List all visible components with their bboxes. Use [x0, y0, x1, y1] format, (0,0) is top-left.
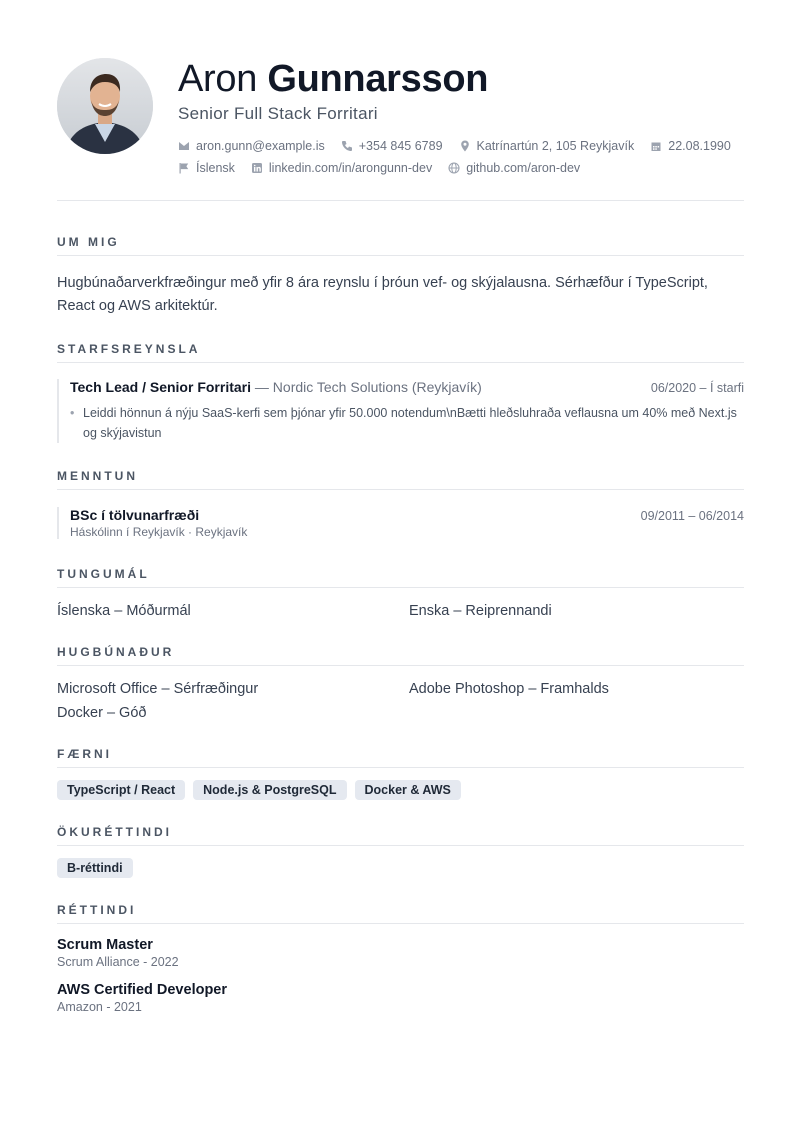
- languages-list: [57, 602, 744, 620]
- section-heading-about: UM MIG: [57, 235, 744, 256]
- experience-bullet: • Leiddi hönnun á nýju SaaS-kerfi sem þjónar yfir 50.000 notendum\nBætti hleðsluhraða veflausna um 40% með Next.js og skýjavistun: [70, 403, 744, 443]
- skill-tag: TypeScript / React: [57, 780, 185, 800]
- skill-tag: Node.js & PostgreSQL: [193, 780, 346, 800]
- contact-phone[interactable]: [341, 139, 443, 153]
- language-item: Íslenska – Móðurmál: [57, 603, 191, 619]
- certification-name: Scrum Master: [57, 937, 153, 953]
- location-pin-icon: [459, 140, 471, 152]
- section-heading-software: HUGBÚNAÐUR: [57, 645, 744, 666]
- software-item: Microsoft Office – Sérfræðingur: [57, 681, 259, 697]
- section-heading-languages: TUNGUMÁL: [57, 567, 744, 588]
- resume-page: [57, 0, 744, 1014]
- education-header: [70, 507, 744, 523]
- contact-github[interactable]: [448, 161, 580, 175]
- profile-photo: [57, 58, 153, 154]
- experience-role: Tech Lead / Senior Forritari: [70, 379, 252, 395]
- skills-tags: [57, 780, 461, 800]
- education-entry: [57, 507, 744, 539]
- skill-tag: Docker & AWS: [355, 780, 461, 800]
- section-heading-experience: STARFSREYNSLA: [57, 342, 744, 363]
- certification-name: AWS Certified Developer: [57, 982, 228, 998]
- contact-email[interactable]: [178, 139, 325, 153]
- contact-birthdate: [650, 139, 731, 153]
- experience-date: 06/2020 – Í starfi: [650, 381, 744, 395]
- experience-header: [70, 379, 744, 395]
- birthdate-text: 22.08.1990: [668, 139, 731, 153]
- globe-icon: [448, 162, 460, 174]
- resume-header: [57, 0, 744, 201]
- contact-linkedin[interactable]: [251, 161, 432, 175]
- first-name: Aron: [178, 58, 258, 100]
- experience-separator: —: [254, 379, 269, 395]
- certification-item: [57, 937, 179, 969]
- nationality-text: Íslensk: [196, 161, 235, 175]
- flag-icon: [178, 162, 190, 174]
- contact-row-2: [178, 161, 596, 175]
- software-list: [57, 680, 744, 722]
- avatar: [57, 58, 153, 154]
- phone-icon: [341, 140, 353, 152]
- software-item: Docker – Góð: [57, 705, 147, 721]
- experience-entry: [57, 379, 744, 443]
- email-text: aron.gunn@example.is: [196, 139, 325, 153]
- education-school: Háskólinn í Reykjavík · Reykjavík: [70, 525, 248, 539]
- contact-nationality: [178, 161, 235, 175]
- job-title: Senior Full Stack Forritari: [178, 104, 378, 123]
- contact-row-1: [178, 139, 747, 153]
- about-text: Hugbúnaðarverkfræðingur með yfir 8 ára reynslu í þróun vef- og skýjalausna. Sérhæfður í TypeScript, React og AWS arkitektúr.: [57, 275, 708, 314]
- mail-icon: [178, 140, 190, 152]
- certification-meta: Amazon - 2021: [57, 1000, 142, 1014]
- language-item: Enska – Reiprennandi: [409, 603, 552, 619]
- contact-address: [459, 139, 635, 153]
- section-heading-driving-license: ÖKURÉTTINDI: [57, 825, 744, 846]
- linkedin-icon: [251, 162, 263, 174]
- software-item: Adobe Photoshop – Framhalds: [409, 681, 609, 697]
- phone-text: +354 845 6789: [358, 139, 443, 153]
- certification-item: [57, 982, 227, 1014]
- certification-meta: Scrum Alliance - 2022: [57, 955, 179, 969]
- section-heading-certifications: RÉTTINDI: [57, 903, 744, 924]
- education-date: 09/2011 – 06/2014: [640, 509, 744, 523]
- experience-company: Nordic Tech Solutions (Reykjavík): [272, 379, 482, 395]
- license-tag: B-réttindi: [57, 858, 133, 878]
- driving-license-tags: [57, 858, 133, 878]
- calendar-icon: [650, 140, 662, 152]
- section-heading-education: MENNTUN: [57, 469, 744, 490]
- education-degree: BSc í tölvunarfræði: [70, 507, 200, 523]
- linkedin-text: linkedin.com/in/arongunn-dev: [268, 161, 433, 175]
- last-name: Gunnarsson: [267, 58, 489, 100]
- experience-bullets: [70, 403, 744, 443]
- address-text: Katrínartún 2, 105 Reykjavík: [476, 139, 635, 153]
- candidate-name: [178, 56, 488, 102]
- section-heading-skills: FÆRNI: [57, 747, 744, 768]
- github-text: github.com/aron-dev: [466, 161, 581, 175]
